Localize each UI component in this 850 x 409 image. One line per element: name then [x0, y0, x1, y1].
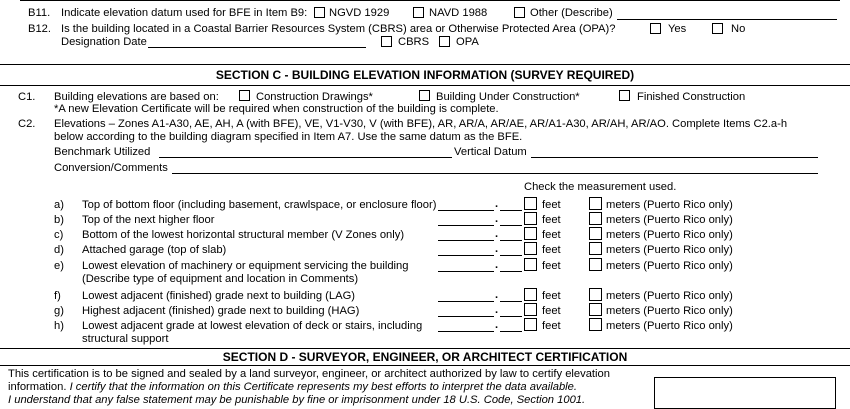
finished-construction-checkbox[interactable]: [619, 90, 630, 101]
decimal-point: .: [495, 198, 499, 210]
cbrs-no-label: No: [731, 23, 746, 35]
vertical-datum-label: Vertical Datum: [454, 146, 527, 158]
elevation-decimal-field[interactable]: [500, 225, 522, 226]
section-c-title: SECTION C - BUILDING ELEVATION INFORMATION (SURVEY REQUIRED): [215, 68, 635, 82]
conversion-field[interactable]: [172, 173, 818, 174]
section-d-text-line1: This certification is to be signed and sealed by a land surveyor, engineer, or architect authorized by law to certify elevation: [8, 368, 610, 380]
check-measurement-header: Check the measurement used.: [524, 181, 677, 193]
benchmark-field[interactable]: [159, 157, 452, 158]
item-letter: f): [54, 290, 61, 302]
navd-1988-checkbox[interactable]: [413, 7, 424, 18]
meters-checkbox[interactable]: [589, 318, 602, 331]
section-c-bottom-rule: [0, 85, 850, 86]
meters-label: meters (Puerto Rico only): [606, 229, 733, 241]
item-text: Lowest elevation of machinery or equipment servicing the building: [82, 260, 409, 272]
meters-checkbox[interactable]: [589, 288, 602, 301]
feet-label: feet: [542, 244, 561, 256]
construction-drawings-checkbox[interactable]: [239, 90, 250, 101]
cbrs-no-checkbox[interactable]: [712, 23, 723, 34]
section-d-text-line2a: information.: [8, 381, 70, 393]
item-text: Top of bottom floor (including basement, crawlspace, or enclosure floor): [82, 199, 437, 211]
meters-label: meters (Puerto Rico only): [606, 320, 733, 332]
other-datum-label: Other (Describe): [530, 7, 613, 19]
feet-label: feet: [542, 320, 561, 332]
section-d-text-line2: [8, 381, 577, 394]
item-letter: c): [54, 229, 64, 241]
c2-text-line1: Elevations – Zones A1-A30, AE, AH, A (with BFE), VE, V1-V30, V (with BFE), AR, AR/A, AR/AE, AR/A1-A30, AR/AH, AR/AO. Complete Items C2.a-h: [54, 118, 788, 130]
section-d-top-rule: [0, 348, 850, 349]
feet-label: feet: [542, 214, 561, 226]
elevation-decimal-field[interactable]: [500, 240, 522, 241]
section-c-top-rule: [0, 64, 850, 65]
building-under-construction-label: Building Under Construction*: [436, 91, 580, 103]
decimal-point: .: [495, 243, 499, 255]
elevation-whole-field[interactable]: [438, 331, 494, 332]
feet-label: feet: [542, 290, 561, 302]
meters-label: meters (Puerto Rico only): [606, 305, 733, 317]
item-text: Top of the next higher floor: [82, 214, 215, 226]
benchmark-label: Benchmark Utilized: [54, 146, 151, 158]
feet-checkbox[interactable]: [524, 258, 537, 271]
elevation-whole-field[interactable]: [438, 301, 494, 302]
meters-label: meters (Puerto Rico only): [606, 214, 733, 226]
c2-number: C2.: [18, 118, 36, 130]
feet-label: feet: [542, 305, 561, 317]
meters-label: meters (Puerto Rico only): [606, 290, 733, 302]
building-under-construction-checkbox[interactable]: [419, 90, 430, 101]
section-d-text-line2b: I certify that the information on this Certificate represents my best efforts to interpret the data available.: [69, 381, 577, 393]
cbrs-label: CBRS: [398, 36, 430, 48]
top-cutoff-line: [20, 0, 840, 1]
item-letter: e): [54, 260, 64, 272]
elevation-whole-field[interactable]: [438, 255, 494, 256]
meters-checkbox[interactable]: [589, 303, 602, 316]
item-letter: g): [54, 305, 64, 317]
item-text: Lowest adjacent (finished) grade next to building (LAG): [82, 290, 356, 302]
b11-number: B11.: [28, 7, 51, 19]
other-datum-checkbox[interactable]: [514, 7, 525, 18]
feet-label: feet: [542, 199, 561, 211]
designation-date-label: Designation Date: [61, 36, 147, 48]
meters-checkbox[interactable]: [589, 258, 602, 271]
item-text: Bottom of the lowest horizontal structural member (V Zones only): [82, 229, 405, 241]
navd-1988-label: NAVD 1988: [429, 7, 488, 19]
section-d-text-line3: I understand that any false statement may be punishable by fine or imprisonment under 18 U.S. Code, Section 1001.: [8, 394, 586, 406]
meters-label: meters (Puerto Rico only): [606, 199, 733, 211]
item-letter: a): [54, 199, 64, 211]
c1-note: *A new Elevation Certificate will be required when construction of the building is complete.: [54, 103, 499, 115]
cbrs-yes-label: Yes: [668, 23, 687, 35]
designation-date-field[interactable]: [148, 47, 366, 48]
feet-label: feet: [542, 229, 561, 241]
feet-checkbox[interactable]: [524, 318, 537, 331]
ngvd-1929-label: NGVD 1929: [329, 7, 390, 19]
feet-label: feet: [542, 260, 561, 272]
elevation-whole-field[interactable]: [438, 210, 494, 211]
item-letter: b): [54, 214, 64, 226]
item-letter: h): [54, 320, 64, 332]
item-text: Attached garage (top of slab): [82, 244, 227, 256]
section-d-title: SECTION D - SURVEYOR, ENGINEER, OR ARCHITECT CERTIFICATION: [222, 350, 628, 364]
feet-checkbox[interactable]: [524, 303, 537, 316]
decimal-point: .: [495, 213, 499, 225]
c2-text-line2: below according to the building diagram specified in Item A7. Use the same datum as the BFE.: [54, 131, 523, 143]
b12-number: B12.: [28, 23, 52, 35]
elevation-decimal-field[interactable]: [500, 271, 522, 272]
decimal-point: .: [495, 304, 499, 316]
elevation-decimal-field[interactable]: [500, 331, 522, 332]
finished-construction-label: Finished Construction: [637, 91, 746, 103]
construction-drawings-label: Construction Drawings*: [256, 91, 373, 103]
meters-checkbox[interactable]: [589, 197, 602, 210]
elevation-whole-field[interactable]: [438, 271, 494, 272]
item-letter: d): [54, 244, 64, 256]
item-text: Lowest adjacent grade at lowest elevation of deck or stairs, including: [82, 320, 423, 332]
feet-checkbox[interactable]: [524, 242, 537, 255]
other-datum-field[interactable]: [617, 19, 837, 20]
meters-checkbox[interactable]: [589, 212, 602, 225]
meters-checkbox[interactable]: [589, 242, 602, 255]
meters-checkbox[interactable]: [589, 227, 602, 240]
cbrs-yes-checkbox[interactable]: [650, 23, 661, 34]
opa-label: OPA: [456, 36, 479, 48]
elevation-decimal-field[interactable]: [500, 210, 522, 211]
feet-checkbox[interactable]: [524, 197, 537, 210]
feet-checkbox[interactable]: [524, 288, 537, 301]
item-text: Highest adjacent (finished) grade next to building (HAG): [82, 305, 360, 317]
elevation-decimal-field[interactable]: [500, 301, 522, 302]
b11-text: Indicate elevation datum used for BFE in Item B9:: [61, 7, 308, 19]
elevation-decimal-field[interactable]: [500, 255, 522, 256]
elevation-whole-field[interactable]: [438, 240, 494, 241]
b12-text: Is the building located in a Coastal Barrier Resources System (CBRS) area or Otherwise Protected Area (OPA)?: [61, 23, 616, 35]
ngvd-1929-checkbox[interactable]: [314, 7, 325, 18]
decimal-point: .: [495, 228, 499, 240]
elevation-whole-field[interactable]: [438, 225, 494, 226]
vertical-datum-field[interactable]: [531, 157, 818, 158]
conversion-label: Conversion/Comments: [54, 162, 168, 174]
meters-label: meters (Puerto Rico only): [606, 244, 733, 256]
decimal-point: .: [495, 319, 499, 331]
feet-checkbox[interactable]: [524, 227, 537, 240]
item-text: structural support: [82, 333, 169, 345]
decimal-point: .: [495, 289, 499, 301]
meters-label: meters (Puerto Rico only): [606, 260, 733, 272]
c1-number: C1.: [18, 91, 36, 103]
feet-checkbox[interactable]: [524, 212, 537, 225]
decimal-point: .: [495, 259, 499, 271]
opa-checkbox[interactable]: [439, 36, 450, 47]
item-text: (Describe type of equipment and location in Comments): [82, 273, 359, 285]
elevation-decimal-field[interactable]: [500, 316, 522, 317]
section-d-bottom-rule: [0, 365, 850, 366]
seal-box: [654, 377, 836, 409]
elevation-whole-field[interactable]: [438, 316, 494, 317]
c1-text: Building elevations are based on:: [54, 91, 219, 103]
cbrs-checkbox[interactable]: [381, 36, 392, 47]
